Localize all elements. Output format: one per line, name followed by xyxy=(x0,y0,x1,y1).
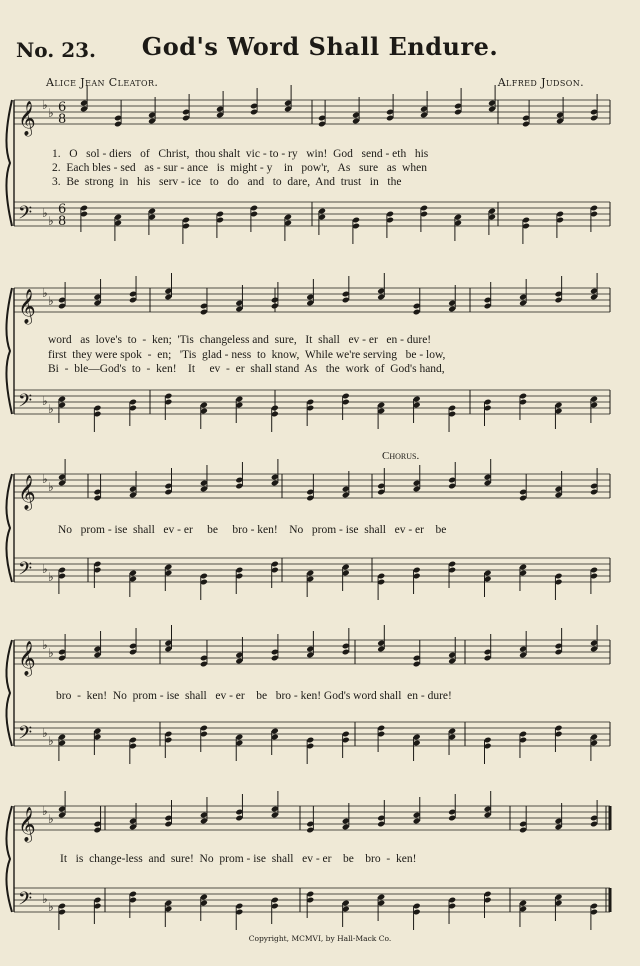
system-1-bass-clef-icon: 𝄢 xyxy=(18,203,33,228)
system-5-brace xyxy=(6,806,12,912)
lyric-chorus-line-3: It is change-less and sure! No prom - ise shall ev - er be bro - ken! xyxy=(60,853,417,865)
system-2-bass-clef-icon: 𝄢 xyxy=(18,391,33,416)
system-5-treble-clef-icon: 𝄞 xyxy=(18,807,36,842)
hymn-number: No. 23. xyxy=(16,38,96,62)
lyric-chorus-line-2: bro - ken! No prom - ise shall ev - er be bro - ken! God's word shall en - dure! xyxy=(56,690,452,702)
system-4-bass-flat-icon: ♭ xyxy=(48,734,54,748)
system-1-treble-flat-icon: ♭ xyxy=(42,98,48,112)
system-5-treble-flat-icon: ♭ xyxy=(48,812,54,826)
lyric-verse-1-line-1: 1. O sol - diers of Christ, thou shalt vic - to - ry win! God send - eth his xyxy=(52,148,429,160)
system-2-treble-flat-icon: ♭ xyxy=(42,286,48,300)
system-2-treble-clef-icon: 𝄞 xyxy=(18,289,36,324)
lyricist-credit: Alice Jean Cleator. xyxy=(46,76,159,89)
lyric-verse-2-line-1: 2. Each bles - sed as - sur - ance is might - y in pow'r, As sure as when xyxy=(52,162,427,174)
hymn-title: God's Word Shall Endure. xyxy=(141,32,499,61)
system-5-bass-clef-icon: 𝄢 xyxy=(18,889,33,914)
system-1-treble-clef-icon: 𝄞 xyxy=(18,101,36,136)
system-3-bass-clef-icon: 𝄢 xyxy=(18,559,33,584)
bass-time-signature-top: 6 xyxy=(58,202,67,217)
lyric-verse-3-line-1: 3. Be strong in his serv - ice to do and to dare, And trust in the xyxy=(52,176,402,188)
system-4-treble-flat-icon: ♭ xyxy=(48,646,54,660)
system-4-treble-clef-icon: 𝄞 xyxy=(18,641,36,676)
system-5-bass-flat-icon: ♭ xyxy=(48,900,54,914)
system-3-bass-flat-icon: ♭ xyxy=(42,562,48,576)
copyright-notice: Copyright, MCMVI, by Hall-Mack Co. xyxy=(248,934,392,943)
system-1-treble-flat-icon: ♭ xyxy=(48,106,54,120)
system-2-bass-flat-icon: ♭ xyxy=(42,394,48,408)
lyric-verse-3-line-2: Bi - ble—God's to - ken! It ev - er shall stand As the work of God's hand, xyxy=(48,363,445,375)
system-4-bass-flat-icon: ♭ xyxy=(42,726,48,740)
bass-time-signature-bottom: 8 xyxy=(58,214,67,229)
system-5-bass-flat-icon: ♭ xyxy=(42,892,48,906)
system-1-bass-flat-icon: ♭ xyxy=(42,206,48,220)
composer-credit: Alfred Judson. xyxy=(497,76,584,89)
lyric-verse-2-line-2: first they were spok - en; 'Tis glad - ness to know, While we're serving be - low, xyxy=(48,349,446,361)
system-3-treble-clef-icon: 𝄞 xyxy=(18,475,36,510)
lyric-chorus-line-1: No prom - ise shall ev - er be bro - ken! No prom - ise shall ev - er be xyxy=(58,524,447,536)
system-4-treble-flat-icon: ♭ xyxy=(42,638,48,652)
system-3-treble-flat-icon: ♭ xyxy=(48,480,54,494)
lyric-verse-1-line-2: word as love's to - ken; 'Tis changeless and sure, It shall ev - er en - dure! xyxy=(48,334,432,346)
system-3-brace xyxy=(6,474,12,582)
system-2-treble-flat-icon: ♭ xyxy=(48,294,54,308)
system-2-brace xyxy=(6,288,12,414)
time-signature-bottom: 8 xyxy=(58,112,67,127)
system-5-treble-flat-icon: ♭ xyxy=(42,804,48,818)
system-3-treble-flat-icon: ♭ xyxy=(42,472,48,486)
system-2-bass-flat-icon: ♭ xyxy=(48,402,54,416)
system-4-brace xyxy=(6,640,12,746)
system-1-bass-flat-icon: ♭ xyxy=(48,214,54,228)
time-signature-top: 6 xyxy=(58,100,67,115)
chorus-label: Chorus. xyxy=(382,450,420,462)
system-1-brace xyxy=(6,100,12,226)
system-3-bass-flat-icon: ♭ xyxy=(48,570,54,584)
system-4-bass-clef-icon: 𝄢 xyxy=(18,723,33,748)
